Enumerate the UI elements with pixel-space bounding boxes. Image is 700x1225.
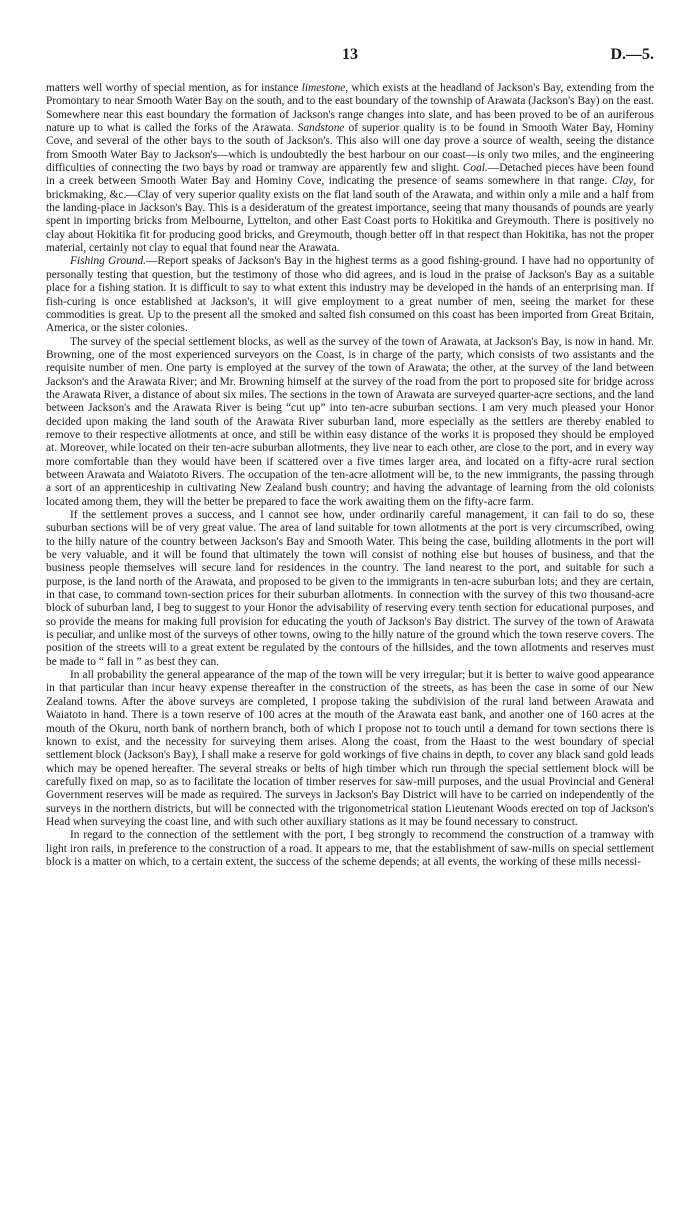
paragraph xyxy=(46,829,654,869)
page-number: 13 xyxy=(342,46,358,63)
text-run: The survey of the special settlement blocks, as well as the survey of the town of Arawata, at Jackson's Bay, is now in hand. Mr. Browning, one of the most experienced surveyors on the Coast, is in charge of the party, which consists of two assistants and the requisite number of men. One party is employed at the survey of the town of Arawata; the other, at the survey of the land between Jackson's and the Arawata River; and Mr. Browning himself at the survey of the road from the port to proposed site for bridge across the Arawata River, a distance of about six miles. The sections in the town of Arawata are surveyed quarter-acre sections, and the land between Jackson's and the Arawata River is being “cut up” into ten-acre suburban sections. I am very much pleased your Honor decided upon making the land south of the Arawata River suburban land, more especially as the settlers are thereby enabled to remove to their respective allotments at once, and still be within easy distance of the works it is proposed they should be employed at. Moreover, while located on their ten-acre suburban allotments, they live near to each other, are close to the port, and in every way more comfortable than they would have been if scattered over a five times larger area, and located on a fifty-acre rural section between Arawata and Waiatoto Rivers. The occupation of the ten-acre allotment will be, to the new immigrants, the passing through a sort of an apprenticeship in cultivating New Zealand bush country; and having the advantage of learning from the old colonists located among them, they will the better be prepared to face the work awaiting them on the fifty-acre farm. xyxy=(46,335,654,508)
italic-run: limestone xyxy=(301,82,346,94)
text-run: , which exists at the headland of Jackson's Bay, extending from the Promontary to near Smooth Water Bay on the south, and to the east boundary of the township of Arawata (Jackson's Bay) on the east. Somewhere near this east boundary the formation of Jackson's range changes into slate, and has been proved to be of an auriferous nature up to what is called the forks of the Arawata. xyxy=(46,82,655,135)
text-run: In all probability the general appearance of the map of the town will be very irregular; but it is better to waive good appearance in that particular than incur heavy expense thereafter in the construction of the streets, as has been the case in some of our New Zealand towns. After the above surveys are completed, I propose taking the subdivision of the rural land between Arawata and Waiatoto in hand. There is a town reserve of 100 acres at the mouth of the Arawata east bank, and another one of 160 acres at the mouth of the Okuru, north bank of northern branch, both of which I propose not to touch until a demand for town sections there is known to exist, and the necessity for surveying them arises. Along the coast, from the Haast to the west boundary of special settlement block (Jackson's Bay), I shall make a reserve for gold workings of five chains in depth, to cover any black sand gold leads which may be opened hereafter. The several streaks or belts of high timber which run through the special settlement block will be carefully fixed on map, so as to facilitate the location of timber reserves for saw-mill purposes, and the usual Provincial and General Government reserves will be made as required. The surveys in Jackson's Bay District will have to be carried on independently of the surveys in the northern districts, but will be connected with the trigonometrical station Lieutenant Woods erected on top of Jackson's Head when surveying the coast line, and with such other auxiliary stations as it may be found necessary to construct. xyxy=(46,669,654,828)
text-run: matters well worthy of special mention, as for instance xyxy=(46,82,302,94)
italic-run: Sandstone xyxy=(297,122,345,135)
italic-run: Clay xyxy=(611,175,634,188)
paragraph xyxy=(46,336,654,509)
paragraph xyxy=(46,255,654,335)
page-header xyxy=(46,46,654,68)
italic-run: Coal. xyxy=(462,162,488,175)
body-text xyxy=(46,82,654,869)
text-run: , for brickmaking, &c.—Clay of very superior quality exists on the flat land south of the Arawata, and within only a mile and a half from the landing-place in Jackson's Bay. This is a desideratum of the greatest importance, seeing that many thousands of pounds are yearly spent in importing bricks from Melbourne, Lyttelton, and other East Coast ports to Hokitika and Greymouth. There is positively no clay about Hokitika fit for producing good bricks, and Greymouth, though better off in that respect than Hokitika, has not the proper material, certainly not clay to equal that found near the Arawata. xyxy=(46,175,654,255)
text-run: In regard to the connection of the settlement with the port, I beg strongly to recommend the construction of a tramway with light iron rails, in preference to the construction of a road. It appears to me, that the establishment of saw-mills on special settlement block is a matter on which, to a certain extent, the success of the scheme depends; at all events, the working of these mills necessi- xyxy=(46,829,654,868)
paragraph xyxy=(46,669,654,829)
paragraph xyxy=(46,82,654,255)
text-run: If the settlement proves a success, and I cannot see how, under ordinarily careful management, it can fail to do so, these suburban sections will be of very great value. The area of land suitable for town allotments at the port is very circumscribed, owing to the hilly nature of the country between Jackson's Bay and Smooth Water. This being the case, building allotments in the port will be very valuable, and it will be found that ultimately the town will consist of nothing else but houses of business, and that the business people themselves will secure land for residences in the country. The land nearest to the port, and suitable for such a purpose, is the land north of the Arawata, and proposed to be given to the immigrants in ten-acre suburban lots; and they are certain, in that case, to command town-section prices for their suburban allotments. In connection with the survey of this two thousand-acre block of suburban land, I beg to suggest to your Honor the advisability of reserving every tenth section for educational purposes, and so provide the means for making full provision for educating the youth of Jackson's Bay district. The survey of the town of Arawata is peculiar, and unlike most of the surveys of other towns, owing to the hilly nature of the ground which the town reserve covers. The position of the streets will to a great extent be regulated by the contours of the hillsides, and the town allotments and reserves must be made to “ fall in ” as best they can. xyxy=(46,509,654,668)
italic-run: Fishing Ground. xyxy=(70,255,147,268)
text-run: —Report speaks of Jackson's Bay in the highest terms as a good fishing-ground. I have had no opportunity of personally testing that question, but the testimony of those who did agrees, and is loud in the praise of Jackson's Bay as a suitable place for a fishing station. It is difficult to say to what extent this industry may be developed in the hands of an enterprising man. If fish-curing is once established at Jackson's, it will give employment to a great number of men, seeing the market for these commodities is great. Up to the present all the smoked and salted fish consumed on this coast has been imported from Great Britain, America, or the sister colonies. xyxy=(46,255,654,335)
text-run: of superior quality is to be found in Smooth Water Bay, Hominy Cove, and several of the other bays to the south of Jackson's. This also will one day prove a source of wealth, seeing the distance from Smooth Water Bay to Jackson's—which is undoubtedly the best harbour on our coast—is only two miles, and the engineering difficulties of connecting the two bays by road or tramway are apparently few and slight. xyxy=(46,122,654,175)
paragraph xyxy=(46,509,654,669)
text-run: —Detached pieces have been found in a creek between Smooth Water Bay and Hominy Cove, indicating the presence of seams somewhere in that range. xyxy=(46,162,655,188)
document-reference: D.—5. xyxy=(610,46,654,63)
